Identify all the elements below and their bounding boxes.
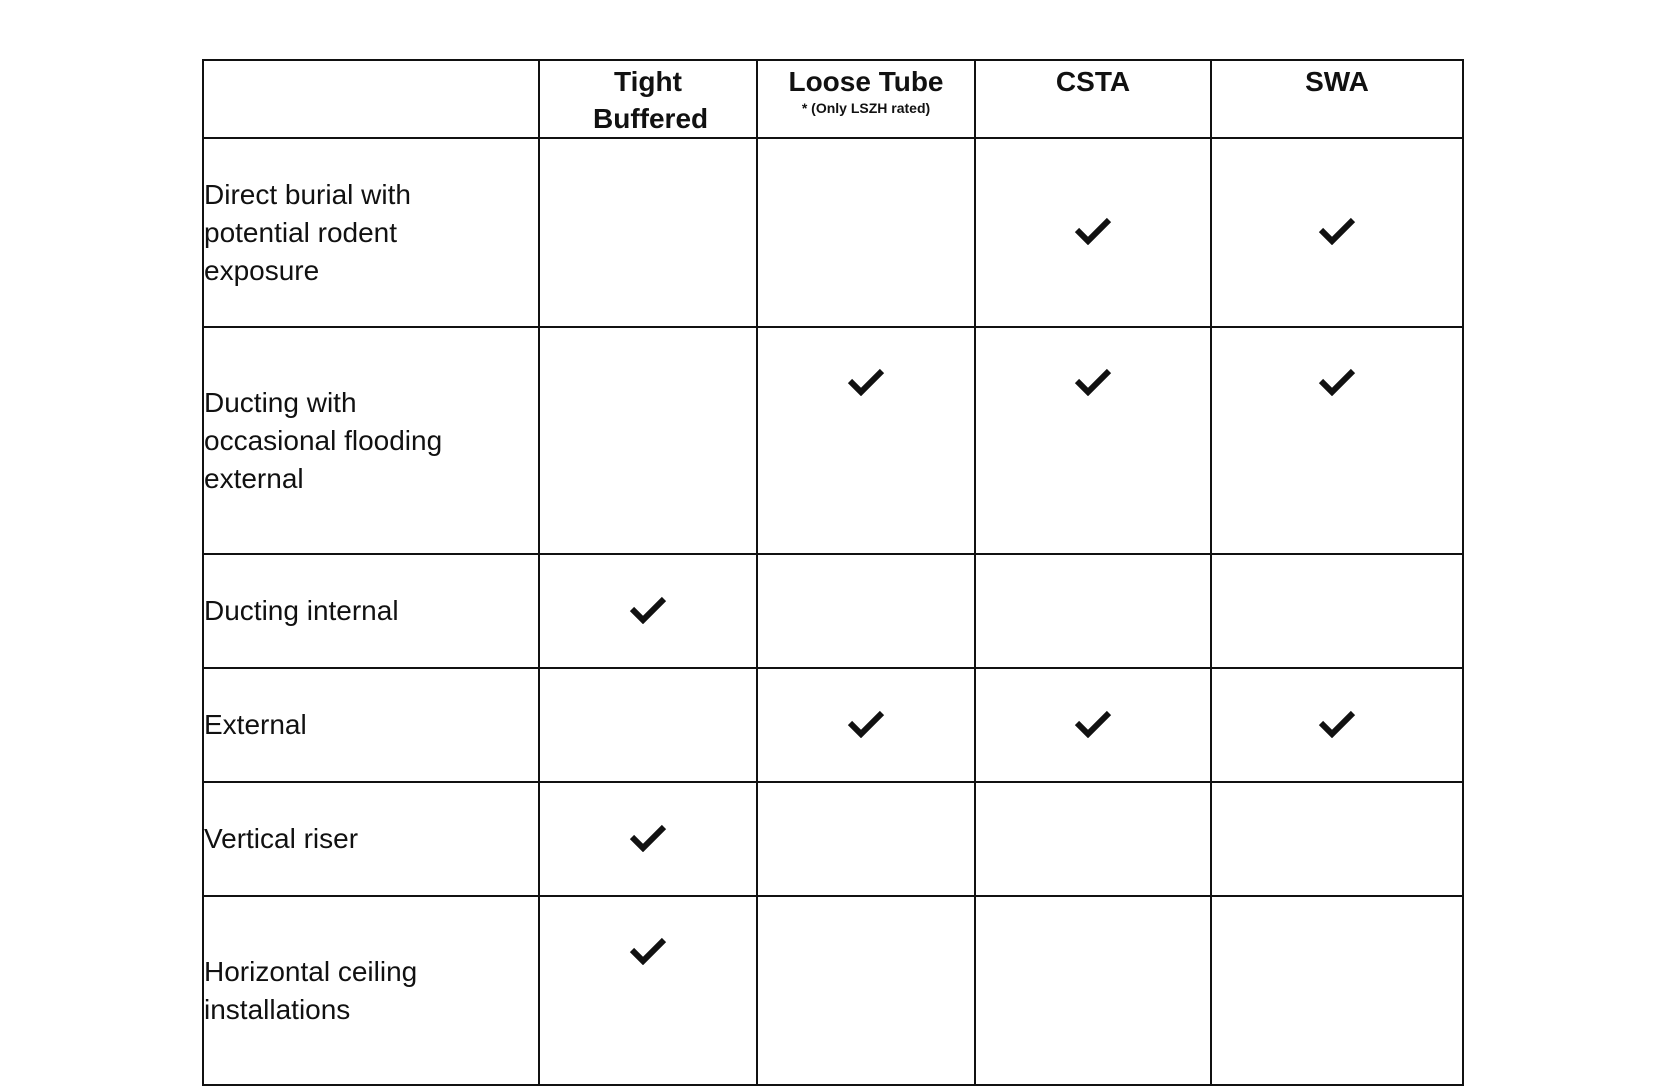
cell-loose-tube: [757, 554, 975, 668]
row-label: Vertical riser: [203, 782, 539, 896]
cell-tight-buffered: [539, 138, 757, 327]
cell-csta: [975, 668, 1211, 782]
cell-loose-tube: [757, 327, 975, 554]
header-empty: [203, 60, 539, 138]
cell-csta: [975, 896, 1211, 1085]
cell-swa: [1211, 782, 1463, 896]
cell-csta: [975, 782, 1211, 896]
cell-csta: [975, 138, 1211, 327]
header-tight-buffered: [539, 60, 757, 138]
check-icon: [1073, 215, 1113, 245]
cell-tight-buffered: [539, 327, 757, 554]
cell-csta: [975, 554, 1211, 668]
cell-swa: [1211, 896, 1463, 1085]
row-label: Ducting internal: [203, 554, 539, 668]
cell-tight-buffered: [539, 668, 757, 782]
table-row: [203, 782, 1463, 896]
row-label: External: [203, 668, 539, 782]
header-loose-tube: [757, 60, 975, 138]
cell-loose-tube: [757, 782, 975, 896]
header-label: Tight Buffered: [593, 66, 709, 134]
cell-swa: [1211, 668, 1463, 782]
header-label: Loose Tube: [788, 66, 944, 97]
suitability-table: [202, 59, 1464, 1086]
table-header-row: [203, 60, 1463, 138]
check-icon: [846, 708, 886, 738]
check-icon: [1073, 366, 1113, 396]
table-row: [203, 138, 1463, 327]
table-row: [203, 327, 1463, 554]
check-icon: [846, 366, 886, 396]
cell-tight-buffered: [539, 554, 757, 668]
cell-swa: [1211, 138, 1463, 327]
check-icon: [628, 935, 668, 965]
header-swa: [1211, 60, 1463, 138]
cell-csta: [975, 327, 1211, 554]
row-label: Direct burial with potential rodent exposure: [203, 138, 539, 327]
table-row: [203, 668, 1463, 782]
check-icon: [1317, 366, 1357, 396]
header-label: SWA: [1305, 66, 1369, 97]
check-icon: [628, 594, 668, 624]
check-icon: [1073, 708, 1113, 738]
row-label: Ducting with occasional flooding external: [203, 327, 539, 554]
header-label: CSTA: [1055, 66, 1131, 97]
cell-swa: [1211, 327, 1463, 554]
check-icon: [1317, 215, 1357, 245]
cell-tight-buffered: [539, 782, 757, 896]
check-icon: [628, 822, 668, 852]
cell-tight-buffered: [539, 896, 757, 1085]
table-row: [203, 896, 1463, 1085]
cell-loose-tube: [757, 668, 975, 782]
header-csta: [975, 60, 1211, 138]
check-icon: [1317, 708, 1357, 738]
header-note: * (Only LSZH rated): [801, 100, 931, 116]
cell-loose-tube: [757, 138, 975, 327]
cell-swa: [1211, 554, 1463, 668]
row-label: Horizontal ceiling installations: [203, 896, 539, 1085]
cell-loose-tube: [757, 896, 975, 1085]
table-row: [203, 554, 1463, 668]
